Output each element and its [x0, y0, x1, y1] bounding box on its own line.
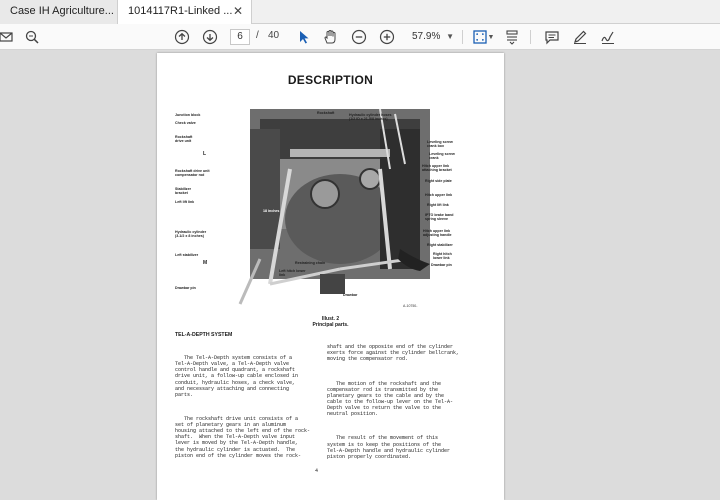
pdf-page [157, 53, 504, 500]
text-column-right [327, 332, 465, 478]
text-column-left [175, 343, 313, 477]
chevron-down-icon[interactable]: ▼ [487, 33, 495, 41]
scroll-mode-icon[interactable] [502, 27, 522, 47]
callout-right-lift-link: Right lift link [427, 203, 449, 207]
toolbar-divider [462, 30, 463, 44]
callout-right-stabilizer: Right stabilizer [427, 243, 453, 247]
callout-restraining-chain: Restraining chain [295, 261, 326, 265]
callout-hydraulic-cylinder: Hydraulic cylinder (3-1/2 x 8 inches) [175, 230, 207, 239]
figure-number: A-10750- [403, 304, 418, 308]
zoom-out-icon[interactable] [349, 27, 369, 47]
paragraph: The rockshaft drive unit consists of a set of planetary gears in an aluminum housing attached to the left end of the rock- shaft. When the Tel-A-Depth valve input lever is moved by the Tel-A-Depth handle, the hydraulic cylinder is actuated. The piston end of the cylinder moves the rock- [175, 416, 311, 459]
callout-letter-l: L [203, 151, 207, 157]
callout-stabilizer-bracket: Stabilizer bracket [175, 187, 191, 196]
document-viewer[interactable] [0, 51, 720, 500]
paragraph: The Tel-A-Depth system consists of a Tel-A-Depth valve, a Tel-A-Depth valve control handle and quadrant, a rockshaft drive unit, a follow-up cable enclosed in conduit, hydraulic hoses, a check valve, and necessary attaching and connecting parts. [175, 355, 299, 398]
mail-icon[interactable] [0, 27, 16, 47]
close-tab-icon[interactable]: ✕ [232, 4, 243, 18]
callout-junction-block: Junction block [175, 113, 201, 117]
pen-icon[interactable] [570, 27, 590, 47]
page-number-input[interactable]: 6 [230, 29, 250, 45]
pointer-icon[interactable] [294, 27, 314, 47]
callout-drawbar-pin-right: Drawbar pin [431, 263, 452, 267]
paragraph: The result of the movement of this system is to keep the positions of the Tel-A-Depth handle and hydraulic cylinder piston properly coordinated. [327, 435, 451, 460]
callout-adjusting-handle: Hitch upper link adjusting handle [423, 229, 452, 238]
comment-icon[interactable] [542, 27, 562, 47]
callout-drawbar-pin-left: Drawbar pin [175, 286, 196, 290]
callout-rockshaft: Rockshaft [317, 111, 335, 115]
caption-illust: Illust. 2 [321, 316, 340, 322]
figure-caption [157, 316, 504, 328]
tab-case-ih[interactable] [0, 0, 118, 24]
callout-drawbar: Drawbar [343, 293, 358, 297]
page-down-icon[interactable] [200, 27, 220, 47]
page-separator: / [256, 30, 259, 41]
callout-left-stabilizer: Left stabilizer [175, 253, 199, 257]
zoom-value: 57.9% [412, 31, 441, 42]
sign-icon[interactable] [598, 27, 618, 47]
paragraph: The motion of the rockshaft and the compensator rod is transmitted by the planetary gears to the cable and by the cable to the follow-up lever on the Tel-A- Depth valve to return the valve to the neutral position. [327, 380, 454, 418]
tab-bar [0, 0, 720, 24]
callout-left-lower-link: Left hitch lower link [279, 269, 306, 278]
callout-leveling-crank-box: Leveling screw crank box [427, 140, 453, 149]
page-title: DESCRIPTION [287, 73, 374, 87]
zoom-search-icon[interactable] [22, 27, 42, 47]
callout-letter-m: M [203, 260, 208, 266]
tractor-photo [230, 109, 430, 314]
toolbar [0, 24, 720, 50]
toolbar-divider [530, 30, 531, 44]
chevron-down-icon: ▼ [446, 32, 454, 41]
page-up-icon[interactable] [172, 27, 192, 47]
callout-18-inches: 18 inches [263, 209, 280, 213]
tab-linked-doc[interactable] [118, 0, 252, 24]
callout-right-side-plate: Right side plate [425, 179, 452, 183]
callout-upper-link-bracket: Hitch upper link attaching bracket [422, 164, 452, 173]
callout-hydraulic-hoses: Hydraulic cylinder hoses (1/2 ID x 21-5/8 inches) [349, 113, 392, 122]
zoom-select[interactable] [406, 29, 456, 45]
zoom-in-icon[interactable] [377, 27, 397, 47]
tab-label: Case IH Agriculture... [10, 5, 114, 17]
hand-icon[interactable] [320, 27, 340, 47]
tab-label: 1014117R1-Linked ... [128, 5, 233, 17]
callout-check-valve: Check valve [175, 121, 196, 125]
paragraph: shaft and the opposite end of the cylinder exerts force against the cylinder bellcrank, moving the compensator rod. [327, 344, 460, 363]
page-number: 4 [315, 468, 319, 474]
callout-leveling-crank: Leveling screw crank [429, 152, 455, 161]
page-total: 40 [268, 30, 280, 41]
section-heading: TEL-A-DEPTH SYSTEM [175, 332, 233, 338]
callout-rockshaft-drive-unit: Rockshaft drive unit [175, 135, 193, 144]
callout-compensator-rod: Rockshaft drive unit compensator rod [175, 169, 210, 178]
callout-hitch-upper-link: Hitch upper link [425, 193, 453, 197]
callout-left-lift-link: Left lift link [175, 200, 195, 204]
callout-right-lower-link: Right hitch lower link [433, 252, 452, 261]
caption-text: Principal parts. [312, 322, 349, 328]
callout-ipto-brake: IPTO brake band spring sleeve [425, 213, 454, 222]
